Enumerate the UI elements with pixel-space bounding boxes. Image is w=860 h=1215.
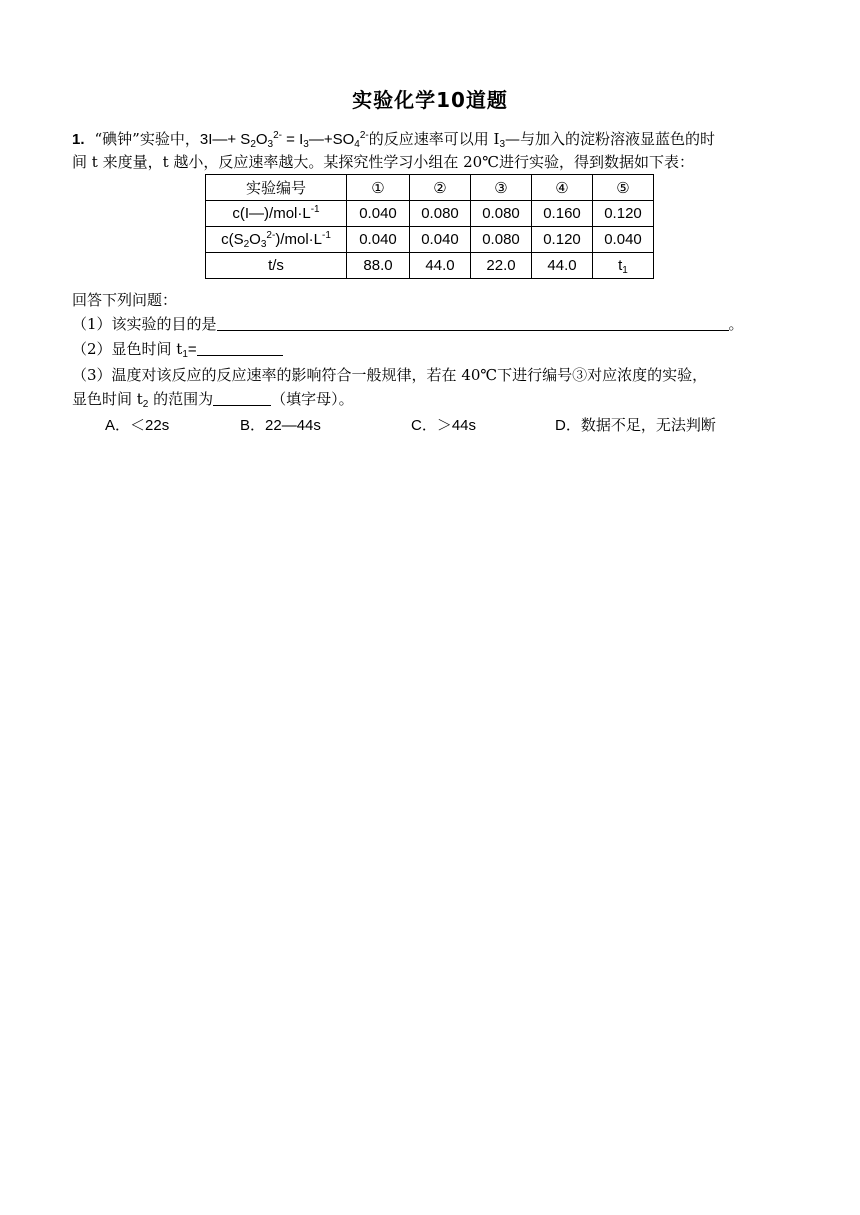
table-cell: 0.160: [532, 201, 593, 227]
table-header-cell: ③: [471, 175, 532, 201]
intro-text: “碘钟”实验中，: [94, 130, 200, 148]
table-header-cell: ②: [410, 175, 471, 201]
table-row: [206, 175, 654, 201]
question-1-intro-line1: [72, 129, 715, 150]
sub-question-1: （1）该实验的目的是 。: [72, 315, 744, 333]
table-row: [206, 201, 654, 227]
table-cell: 0.040: [347, 227, 410, 253]
answer-blank-purpose[interactable]: [217, 314, 729, 331]
intro-text: 的反应速率可以用 I: [368, 130, 500, 148]
choice-a[interactable]: A．＜22s: [105, 417, 170, 434]
table-row: [206, 253, 654, 279]
table-cell: 0.080: [471, 201, 532, 227]
sub-question-3-line1: （3）温度对该反应的反应速率的影响符合一般规律，若在 40℃下进行编号③对应浓度的实验，: [72, 366, 708, 384]
table-header-cell: ⑤: [593, 175, 654, 201]
reaction-equation: 3I—+ $S_2O_3^{2-}$ = $I_3—+SO_4^{2-}$: [199, 130, 369, 150]
table-cell: 0.040: [593, 227, 654, 253]
table-cell: 0.040: [347, 201, 410, 227]
table-cell: 44.0: [410, 253, 471, 279]
experiment-table: [205, 174, 654, 279]
table-cell: $t_1$: [593, 253, 654, 279]
sub-question-2: （2）显色时间 $t_1=$: [72, 339, 283, 360]
row-label-thiosulfate-concentration: $c(S_2O_3^{2-})/mol\cdot L^{-1}$: [206, 227, 347, 253]
table-cell: 0.120: [593, 201, 654, 227]
table-header-label: 实验编号: [206, 175, 347, 201]
row-label-iodide-concentration: $c(I—)/mol\cdot L^{-1}$: [206, 201, 347, 227]
subscript: 3: [499, 139, 506, 150]
table-cell: 0.040: [410, 227, 471, 253]
table-cell: 44.0: [532, 253, 593, 279]
table-header-cell: ①: [347, 175, 410, 201]
table-header-cell: ④: [532, 175, 593, 201]
sub-question-3-line2: 显色时间 $t_2$ 的范围为 （填字母）。: [72, 390, 354, 410]
answer-blank-t1[interactable]: [197, 339, 283, 356]
table-cell: 88.0: [347, 253, 410, 279]
page-title: 实验化学10道题: [352, 88, 508, 112]
choice-d[interactable]: D．数据不足，无法判断: [555, 417, 716, 434]
table-cell: 0.080: [471, 227, 532, 253]
answer-prompt: 回答下列问题：: [72, 291, 178, 309]
question-1-intro-line2: 间 t 来度量，t 越小，反应速率越大。某探究性学习小组在 20℃进行实验，得到数据如下表：: [72, 153, 694, 171]
choice-b[interactable]: B．22—44s: [240, 417, 321, 434]
table-cell: 22.0: [471, 253, 532, 279]
intro-text: —与加入的淀粉溶液显蓝色的时: [505, 130, 716, 148]
table-cell: 0.080: [410, 201, 471, 227]
question-number: 1.: [72, 131, 85, 148]
answer-blank-t2-range[interactable]: [213, 389, 271, 406]
table-row: [206, 227, 654, 253]
table-cell: 0.120: [532, 227, 593, 253]
choice-c[interactable]: C．＞44s: [411, 417, 477, 434]
row-label-time: t/s: [206, 253, 347, 279]
